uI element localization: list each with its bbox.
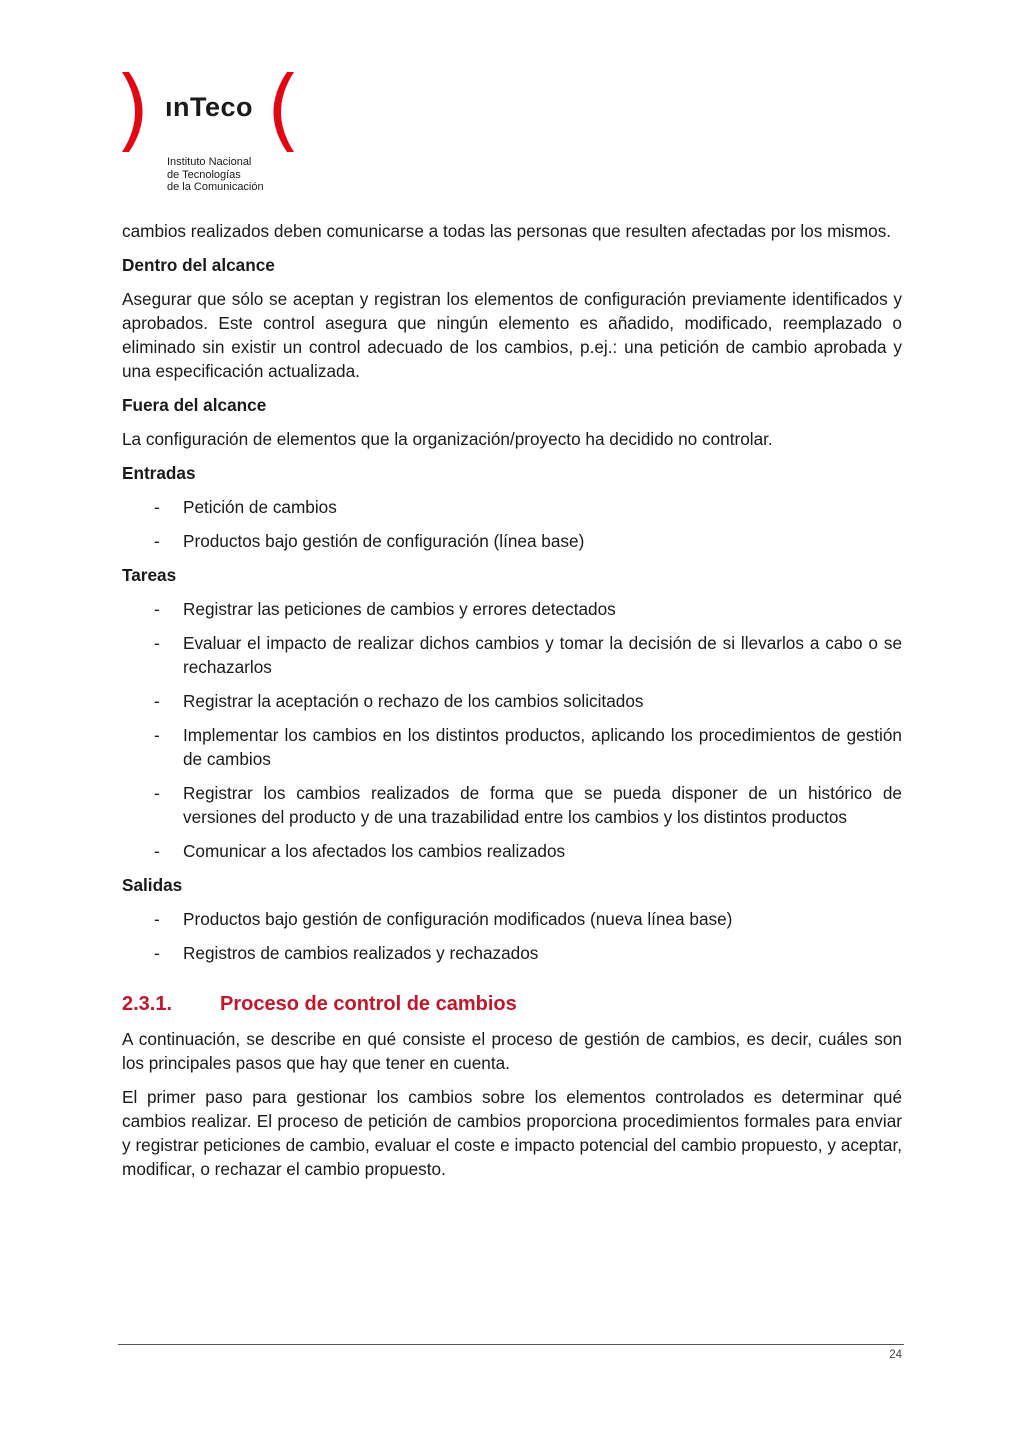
document-body (122, 219, 902, 1191)
list-item (122, 907, 902, 931)
section-title: Proceso de control de cambios (220, 993, 517, 1015)
heading-fuera-alcance: Fuera del alcance (122, 395, 267, 415)
list-item-text: Registros de cambios realizados y rechazados (183, 943, 539, 963)
list-item-text: Implementar los cambios en los distintos productos, aplicando los procedimientos de gestión de cambios (183, 725, 902, 769)
list-item-text: Registrar las peticiones de cambios y errores detectados (183, 599, 616, 619)
heading-salidas: Salidas (122, 875, 183, 895)
list-item-text: Petición de cambios (183, 497, 337, 517)
list-item-text: Evaluar el impacto de realizar dichos cambios y tomar la decisión de si llevarlos a cabo o se rechazarlos (183, 633, 902, 677)
list-dash: - (154, 943, 160, 963)
heading-dentro-alcance: Dentro del alcance (122, 255, 275, 275)
section-heading (122, 991, 902, 1017)
paragraph: cambios realizados deben comunicarse a todas las personas que resulten afectadas por los mismos. (122, 221, 892, 241)
paragraph: A continuación, se describe en qué consiste el proceso de gestión de cambios, es decir, cuáles son los principales pasos que hay que tener en cuenta. (122, 1029, 902, 1073)
list-dash: - (154, 909, 160, 929)
list-dash: - (154, 599, 160, 619)
tareas-list (122, 597, 902, 863)
logo-wordmark: ınTeco (165, 92, 254, 122)
paragraph: El primer paso para gestionar los cambios sobre los elementos controlados es determinar qué cambios realizar. El proceso de petición de cambios proporciona procedimientos formales para enviar y registrar peticiones de cambio, evaluar el coste e impacto potencial del cambio propuesto, y aceptar, modificar, o rechazar el cambio propuesto. (122, 1087, 902, 1179)
logo-subtitle (167, 156, 264, 194)
list-item (122, 781, 902, 829)
list-item-text: Registrar los cambios realizados de forma que se pueda disponer de un histórico de versiones del producto y de una trazabilidad entre los cambios y los distintos productos (183, 783, 902, 827)
paragraph: Asegurar que sólo se aceptan y registran los elementos de configuración previamente identificados y aprobados. Este control asegura que ningún elemento es añadido, modificado, reemplazado o eliminado sin existir un control adecuado de los cambios, p.ej.: una petición de cambio aprobada y una especificación actualizada. (122, 289, 902, 381)
list-dash: - (154, 633, 160, 653)
list-item (122, 723, 902, 771)
list-item (122, 597, 902, 621)
salidas-list (122, 907, 902, 965)
list-dash: - (154, 497, 160, 517)
inteco-logo (118, 70, 308, 195)
list-item-text: Comunicar a los afectados los cambios realizados (183, 841, 566, 861)
list-item (122, 529, 902, 553)
paragraph: La configuración de elementos que la organización/proyecto ha decidido no controlar. (122, 429, 773, 449)
list-dash: - (154, 783, 160, 803)
list-item-text: Registrar la aceptación o rechazo de los cambios solicitados (183, 691, 644, 711)
list-item-text: Productos bajo gestión de configuración (línea base) (183, 531, 585, 551)
logo-subtitle-line: de Tecnologías (167, 168, 241, 181)
list-item (122, 941, 902, 965)
heading-entradas: Entradas (122, 463, 196, 483)
list-dash: - (154, 531, 160, 551)
list-item (122, 495, 902, 519)
page-number: 24 (889, 1349, 902, 1361)
list-item-text: Productos bajo gestión de configuración modificados (nueva línea base) (183, 909, 733, 929)
section-number: 2.3.1. (122, 993, 173, 1015)
entradas-list (122, 495, 902, 553)
list-dash: - (154, 691, 160, 711)
logo-subtitle-line: de la Comunicación (167, 181, 264, 193)
heading-tareas: Tareas (122, 565, 177, 585)
list-item (122, 689, 902, 713)
list-item (122, 839, 902, 863)
footer-divider (118, 1344, 904, 1345)
logo-subtitle-line: Instituto Nacional (167, 156, 252, 168)
list-dash: - (154, 841, 160, 861)
list-dash: - (154, 725, 160, 745)
list-item (122, 631, 902, 679)
